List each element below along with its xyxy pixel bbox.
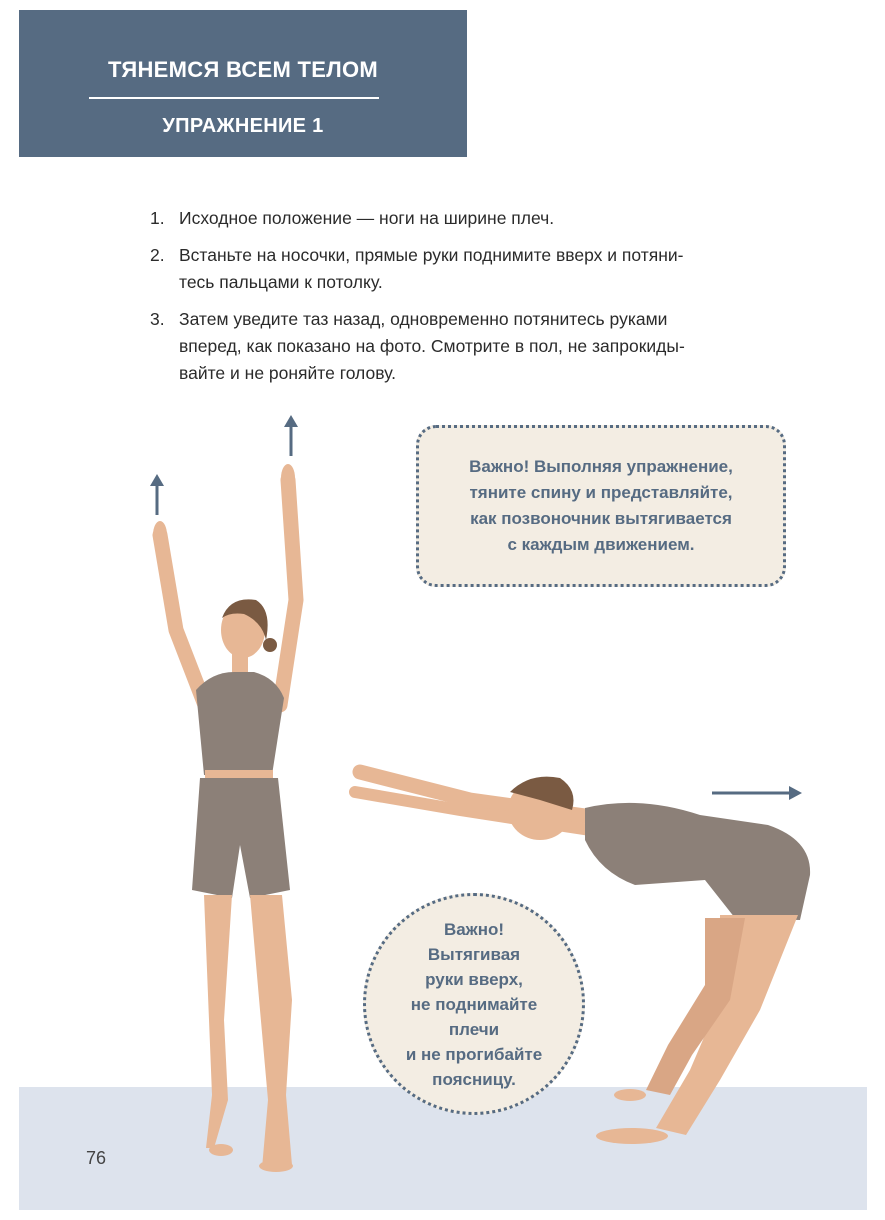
step-text-line: Затем уведите таз назад, одновременно потянитесь руками: [179, 309, 668, 329]
important-note-box: [416, 425, 786, 587]
step-text-line: Исходное положение — ноги на ширине плеч.: [179, 208, 555, 228]
note-line: с каждым движением.: [507, 535, 695, 554]
note-line: руки вверх,: [425, 969, 523, 989]
note-line: плечи: [448, 1019, 500, 1039]
step-number: 2.: [150, 245, 165, 265]
page-title: ТЯНЕМСЯ ВСЕМ ТЕЛОМ: [107, 57, 379, 82]
note-line: Вытягивая: [427, 944, 521, 964]
page-number: 76: [86, 1148, 107, 1168]
step-text-line: вайте и не роняйте голову.: [179, 363, 396, 383]
step-number: 1.: [150, 208, 165, 228]
important-note-circle: [363, 893, 585, 1115]
arrow-up-icon: [284, 415, 298, 456]
step-text-line: Встаньте на носочки, прямые руки поднимите вверх и потяни-: [179, 245, 684, 265]
standing-figure: [153, 464, 296, 1172]
note-line: и не прогибайте: [405, 1044, 543, 1064]
note-line: поясницу.: [432, 1069, 516, 1089]
note-line: как позвоночник вытягивается: [470, 509, 732, 528]
note-line: Важно!: [443, 919, 505, 939]
exercise-subtitle: УПРАЖНЕНИЕ 1: [162, 115, 324, 137]
step-text-line: вперед, как показано на фото. Смотрите в пол, не запрокиды-: [179, 336, 685, 356]
step-number: 3.: [150, 309, 165, 329]
arrow-right-icon: [712, 786, 802, 800]
note-line: тяните спину и представляйте,: [469, 483, 733, 502]
step-text-line: тесь пальцами к потолку.: [179, 272, 383, 292]
arrow-up-icon: [150, 474, 164, 515]
note-line: Важно! Выполняя упражнение,: [469, 457, 733, 476]
note-line: не поднимайте: [410, 994, 538, 1014]
